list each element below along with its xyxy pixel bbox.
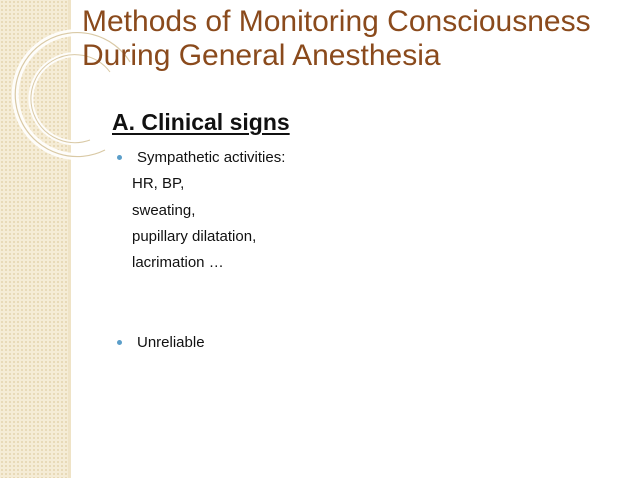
bullet-text: Sympathetic activities: <box>137 149 286 166</box>
sub-item: HR, BP, <box>132 175 185 192</box>
bullet-dot-icon <box>117 340 122 345</box>
sub-item: lacrimation … <box>132 254 224 271</box>
slide-title: Methods of Monitoring Consciousness During General Anesthesia <box>82 5 591 72</box>
bullet-text: Unreliable <box>137 334 205 351</box>
sub-item: sweating, <box>132 202 196 219</box>
bullet-item <box>117 148 285 168</box>
section-heading: A. Clinical signs <box>112 109 290 135</box>
bullet-item <box>117 333 205 353</box>
bullet-dot-icon <box>117 155 122 160</box>
sub-item: pupillary dilatation, <box>132 228 257 245</box>
